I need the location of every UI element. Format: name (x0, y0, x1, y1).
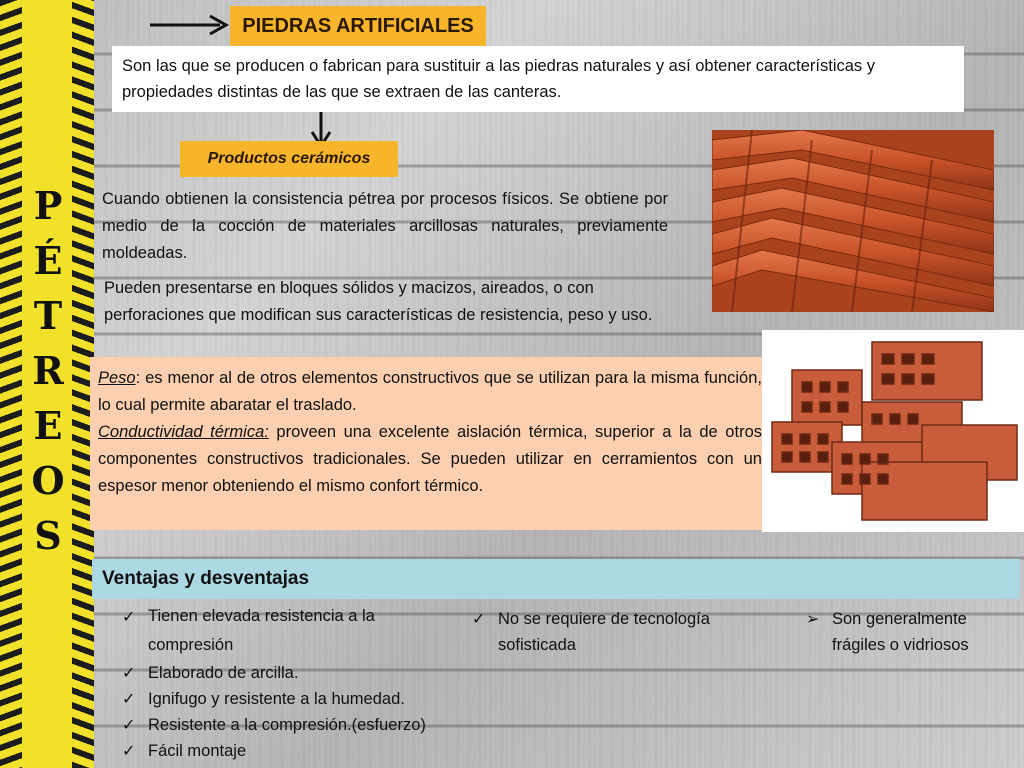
thermal-term: Conductividad térmica: (98, 423, 269, 441)
list-item: ✓ Resistente a la compresión.(esfuerzo) (118, 712, 458, 738)
list-item: ✓ Tienen elevada resistencia a la compresión (118, 602, 458, 660)
vertical-letter: T (33, 293, 63, 338)
thermal-text: proveen una excelente aislación térmica, superior a la de otros componentes constructivos tradicionales. Se pueden utilizar en cerramientos con un espesor menor obteniendo el mismo confort térmico. (98, 423, 762, 495)
hazard-stripes-left (0, 0, 22, 768)
bricks-image (762, 330, 1024, 532)
list-item: ✓ Elaborado de arcilla. (118, 660, 458, 686)
subsection-title: Productos cerámicos (180, 141, 398, 177)
arrow-bullet-icon: ➢ (806, 609, 820, 628)
advantages-list (118, 602, 458, 764)
list-item: ✓ Ignifugo y resistente a la humedad. (118, 686, 458, 712)
check-icon: ✓ (472, 609, 486, 628)
vertical-letter: É (33, 238, 63, 283)
hazard-strip (0, 0, 94, 768)
check-icon: ✓ (122, 607, 136, 626)
list-item: ➢ Son generalmente frágiles o vidriosos (802, 606, 1022, 658)
vertical-letter: E (33, 403, 63, 448)
vertical-letter: S (34, 513, 62, 558)
intro-text: Son las que se producen o fabrican para sustituir a las piedras naturales y así obtener características y propiedades distintas de las que se extraen de las canteras. (112, 46, 964, 112)
check-icon: ✓ (122, 715, 136, 734)
ceramics-description: Cuando obtienen la consistencia pétrea por procesos físicos. Se obtiene por medio de la cocción de materiales arcillosas naturales, previamente moldeadas. (102, 190, 668, 262)
vertical-letter: P (33, 183, 63, 228)
arrow-right-icon (150, 14, 232, 36)
weight-text: : es menor al de otros elementos constructivos que se utilizan para la misma función, lo cual permite abaratar el traslado. (98, 369, 762, 414)
check-icon: ✓ (122, 741, 136, 760)
pros-cons-header: Ventajas y desventajas (92, 559, 1020, 599)
check-icon: ✓ (122, 689, 136, 708)
section-title: PIEDRAS ARTIFICIALES (230, 6, 486, 46)
disadvantages-list (802, 606, 1022, 658)
properties-box (90, 357, 770, 530)
weight-term: Peso (98, 369, 136, 387)
ceramics-forms: Pueden presentarse en bloques sólidos y macizos, aireados, o con perforaciones que modifican sus características de resistencia, peso y uso. (104, 279, 653, 324)
roof-tiles-image (712, 130, 994, 312)
check-icon: ✓ (122, 663, 136, 682)
advantages-list-2 (468, 606, 768, 658)
list-item: ✓ Fácil montaje (118, 738, 458, 764)
vertical-letter: O (31, 458, 65, 503)
vertical-title (24, 178, 72, 563)
list-item: ✓ No se requiere de tecnología sofisticada (468, 606, 768, 658)
vertical-letter: R (32, 348, 64, 393)
